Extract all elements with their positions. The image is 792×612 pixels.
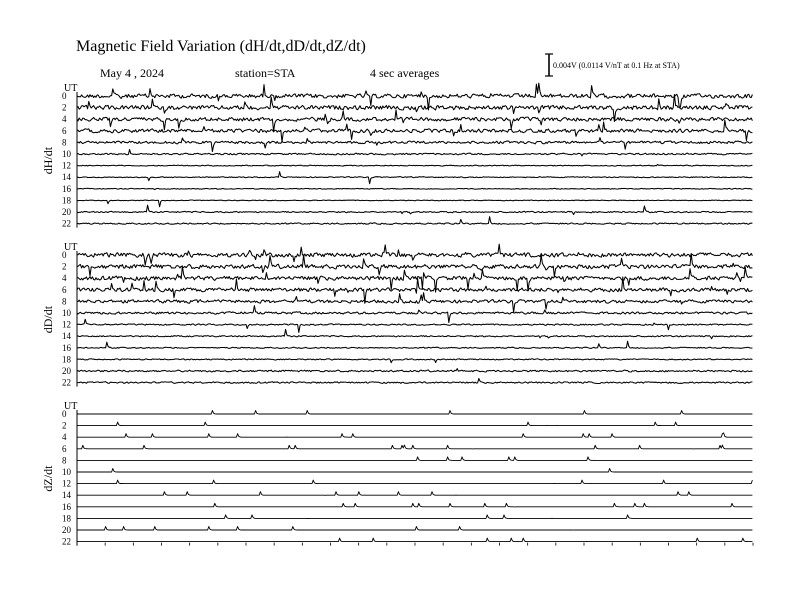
row-label: 14: [62, 172, 71, 183]
row-label: 2: [62, 102, 67, 113]
row-label: 14: [62, 331, 71, 342]
row-label: 16: [62, 342, 71, 353]
trace-line: [77, 379, 752, 384]
row-label: 18: [62, 513, 71, 524]
trace-line: [77, 266, 752, 292]
row-label: 12: [62, 319, 71, 330]
row-label: 0: [62, 250, 67, 260]
trace-line: [77, 341, 752, 348]
trace-line: [77, 329, 752, 338]
trace-line: [77, 422, 752, 426]
trace-line: [77, 411, 752, 415]
row-label: 20: [62, 525, 71, 535]
averaging-label: 4 sec averages: [370, 66, 440, 80]
row-label: 10: [62, 149, 71, 159]
row-label: 4: [62, 432, 67, 443]
trace-line: [77, 150, 752, 156]
row-label: 6: [62, 125, 67, 136]
trace-line: [77, 480, 752, 484]
trace-line: [77, 110, 752, 131]
row-label: 10: [62, 467, 71, 477]
trace-line: [77, 172, 752, 184]
trace-line: [77, 138, 752, 152]
row-label: 20: [62, 366, 71, 376]
row-label: 12: [62, 478, 71, 489]
date-label: May 4 , 2024: [100, 66, 164, 80]
row-label: 14: [62, 490, 71, 501]
trace-line: [77, 515, 752, 519]
trace-line: [77, 369, 752, 372]
row-label: 8: [62, 296, 67, 307]
trace-line: [77, 359, 752, 363]
trace-line: [77, 277, 752, 303]
row-label: 16: [62, 501, 71, 512]
row-label: 2: [62, 261, 67, 272]
trace-line: [77, 217, 752, 225]
row-label: 20: [62, 207, 71, 217]
row-label: 16: [62, 183, 71, 194]
row-label: 8: [62, 455, 67, 466]
row-label: 2: [62, 420, 67, 431]
panel-ylabel: dH/dt: [41, 146, 55, 175]
row-label: 0: [62, 409, 67, 419]
panel-ylabel: dZ/dt: [41, 465, 55, 492]
row-label: 6: [62, 284, 67, 295]
trace-line: [77, 457, 752, 461]
ut-label: UT: [64, 401, 78, 412]
trace-line: [77, 445, 752, 449]
trace-line: [77, 200, 752, 207]
row-label: 4: [62, 114, 67, 125]
row-label: 6: [62, 443, 67, 454]
ut-label: UT: [64, 242, 78, 253]
row-label: 22: [62, 377, 71, 388]
row-label: 22: [62, 536, 71, 547]
row-label: 18: [62, 354, 71, 365]
trace-line: [77, 95, 752, 122]
trace-line: [77, 433, 752, 437]
trace-line: [77, 293, 752, 313]
trace-line: [77, 527, 752, 531]
trace-line: [77, 164, 752, 166]
trace-line: [77, 469, 752, 473]
trace-line: [77, 306, 752, 323]
row-label: 18: [62, 195, 71, 206]
row-label: 8: [62, 137, 67, 148]
trace-line: [77, 492, 752, 496]
station-label: station=STA: [235, 66, 296, 80]
row-label: 10: [62, 308, 71, 318]
row-label: 12: [62, 160, 71, 171]
chart-title: Magnetic Field Variation (dH/dt,dD/dt,dZ/dt): [76, 38, 366, 55]
trace-line: [77, 538, 752, 542]
trace-line: [77, 503, 752, 507]
trace-line: [77, 205, 752, 214]
ut-label: UT: [64, 83, 78, 94]
scale-label: 0.004V (0.0114 V/nT at 0.1 Hz at STA): [553, 61, 680, 70]
trace-line: [77, 319, 752, 332]
row-label: 4: [62, 273, 67, 284]
row-label: 0: [62, 91, 67, 101]
panel-ylabel: dD/dt: [41, 305, 55, 334]
trace-line: [77, 244, 752, 265]
trace-line: [77, 188, 752, 189]
row-label: 22: [62, 218, 71, 229]
